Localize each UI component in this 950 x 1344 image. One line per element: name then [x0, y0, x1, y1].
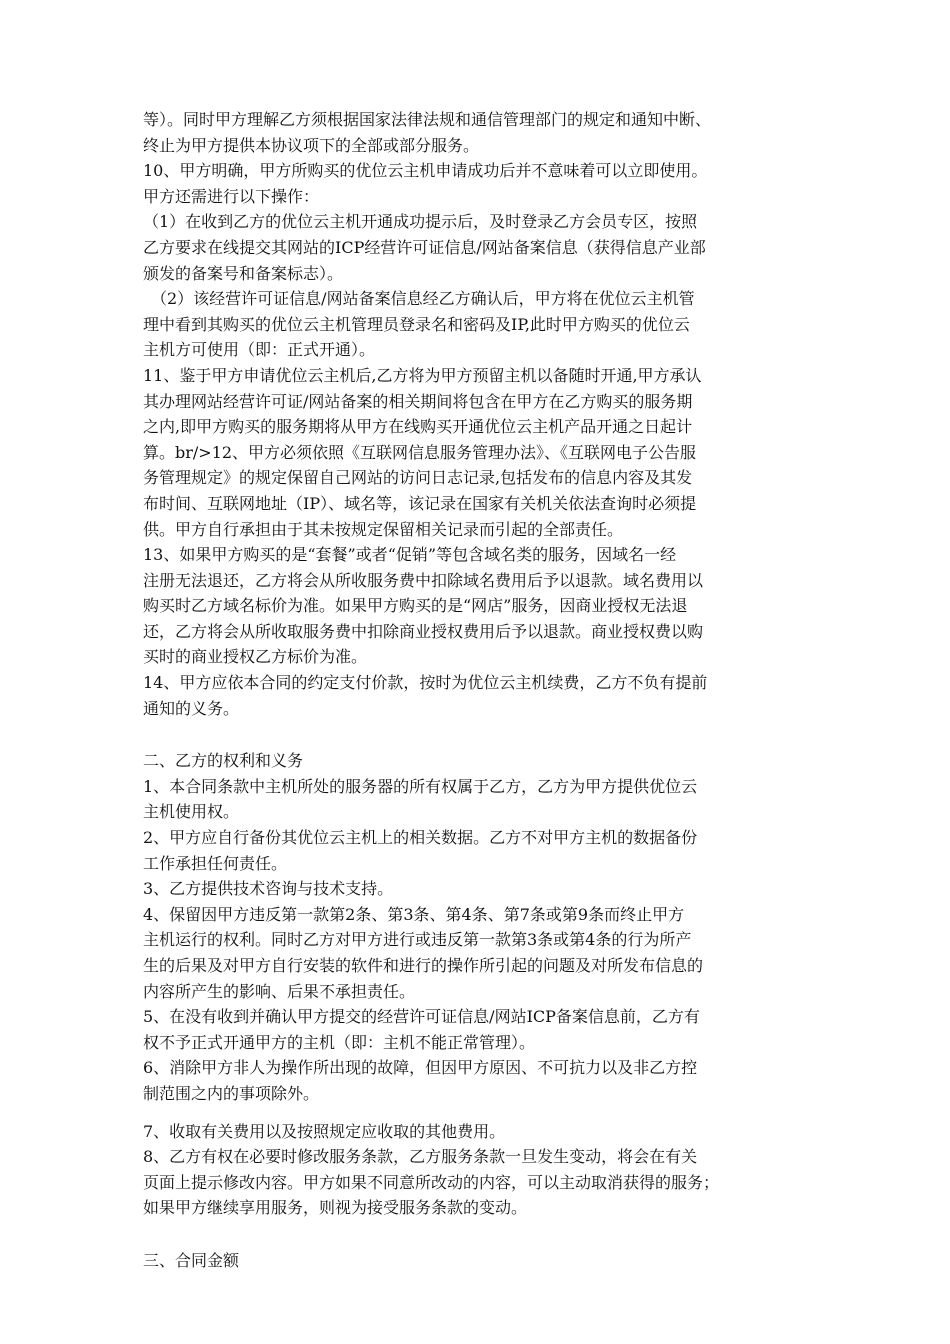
text-line: 买时的商业授权乙方标价为准。 [143, 647, 368, 667]
text-line: 权不予正式开通甲方的主机（即：主机不能正常管理）。 [143, 1032, 536, 1052]
section-gap [143, 721, 823, 748]
text-line: 颁发的备案号和备案标志）。 [143, 263, 344, 283]
document-body [143, 107, 823, 1274]
text-line: （2）该经营许可证信息/网站备案信息经乙方确认后，甲方将在优位云主机管 [151, 289, 695, 309]
text-line: 内容所产生的影响、后果不承担责任。 [143, 981, 416, 1001]
section-gap [143, 1221, 823, 1248]
text-line: 生的后果及对甲方自行安装的软件和进行的操作所引起的问题及对所发布信息的 [143, 956, 704, 975]
text-line: 等）。同时甲方理解乙方须根据国家法律法规和通信管理部门的规定和通知中断、 [143, 110, 712, 129]
text-line: 13、如果甲方购买的是“套餐”或者“促销”等包含域名类的服务，因域名一经 [143, 545, 677, 565]
text-line: 购买时乙方域名标价为准。如果甲方购买的是“网店”服务，因商业授权无法退 [143, 596, 688, 616]
text-line: 注册无法退还，乙方将会从所收服务费中扣除域名费用后予以退款。域名费用以 [143, 570, 704, 590]
text-line: 算。br/>12、甲方必须依照《互联网信息服务管理办法》、《互联网电子公告服 [143, 442, 697, 462]
text-line: 8、乙方有权在必要时修改服务条款，乙方服务条款一旦发生变动，将会在有关 [143, 1147, 698, 1167]
text-line: 布时间、互联网地址（IP）、域名等，该记录在国家有关机关依法查询时必须提 [143, 493, 697, 513]
text-line: 务管理规定》的规定保留自己网站的访问日志记录,包括发布的信息内容及其发 [143, 468, 693, 488]
text-line: 如果甲方继续享用服务，则视为接受服务条款的变动。 [143, 1198, 528, 1218]
section-heading: 三、合同金额 [143, 1250, 240, 1270]
text-line: 理中看到其购买的优位云主机管理员登录名和密码及IP,此时甲方购买的优位云 [143, 314, 690, 334]
text-line: 主机运行的权利。同时乙方对甲方进行或违反第一款第3条或第4条的行为所产 [143, 930, 692, 950]
text-line: 1、本合同条款中主机所处的服务器的所有权属于乙方，乙方为甲方提供优位云 [143, 776, 698, 796]
section-heading: 二、乙方的权利和义务 [143, 751, 304, 771]
text-line: （1）在收到乙方的优位云主机开通成功提示后，及时登录乙方会员专区，按照 [143, 212, 698, 232]
text-line: 终止为甲方提供本协议项下的全部或部分服务。 [143, 135, 480, 155]
text-line: 页面上提示修改内容。甲方如果不同意所改动的内容，可以主动取消获得的服务； [143, 1172, 720, 1192]
text-line: 3、乙方提供技术咨询与技术支持。 [143, 879, 394, 899]
text-line: 之内,即甲方购买的服务期将从甲方在线购买开通优位云主机产品开通之日起计 [143, 417, 693, 437]
text-line: 乙方要求在线提交其网站的ICP经营许可证信息/网站备案信息（获得信息产业部 [143, 237, 706, 257]
text-line: 11、鉴于甲方申请优位云主机后,乙方将为甲方预留主机以备随时开通,甲方承认 [143, 365, 702, 385]
text-line: 5、在没有收到并确认甲方提交的经营许可证信息/网站ICP备案信息前，乙方有 [143, 1007, 700, 1027]
text-line: 14、甲方应依本合同的约定支付价款，按时为优位云主机续费，乙方不负有提前 [143, 673, 708, 693]
text-line: 主机使用权。 [143, 802, 240, 822]
text-line: 制范围之内的事项除外。 [143, 1083, 320, 1103]
text-line: 供。甲方自行承担由于其未按规定保留相关记录而引起的全部责任。 [143, 519, 624, 539]
text-line: 7、收取有关费用以及按照规定应收取的其他费用。 [143, 1121, 506, 1141]
text-line: 10、甲方明确，甲方所购买的优位云主机申请成功后并不意味着可以立即使用。 [143, 161, 708, 181]
text-line: 主机方可使用（即：正式开通）。 [143, 340, 376, 360]
paragraph-gap [143, 1107, 823, 1119]
text-line: 通知的义务。 [143, 698, 240, 718]
text-line: 其办理网站经营许可证/网站备案的相关期间将包含在甲方在乙方购买的服务期 [143, 391, 693, 411]
text-line: 2、甲方应自行备份其优位云主机上的相关数据。乙方不对甲方主机的数据备份 [143, 828, 698, 848]
text-line: 还，乙方将会从所收取服务费中扣除商业授权费用后予以退款。商业授权费以购 [143, 621, 704, 641]
text-line: 6、消除甲方非人为操作所出现的故障，但因甲方原因、不可抗力以及非乙方控 [143, 1058, 698, 1078]
text-line: 4、保留因甲方违反第一款第2条、第3条、第4条、第7条或第9条而终止甲方 [143, 904, 685, 924]
text-line: 工作承担任何责任。 [143, 853, 288, 873]
text-line: 甲方还需进行以下操作： [143, 186, 320, 206]
